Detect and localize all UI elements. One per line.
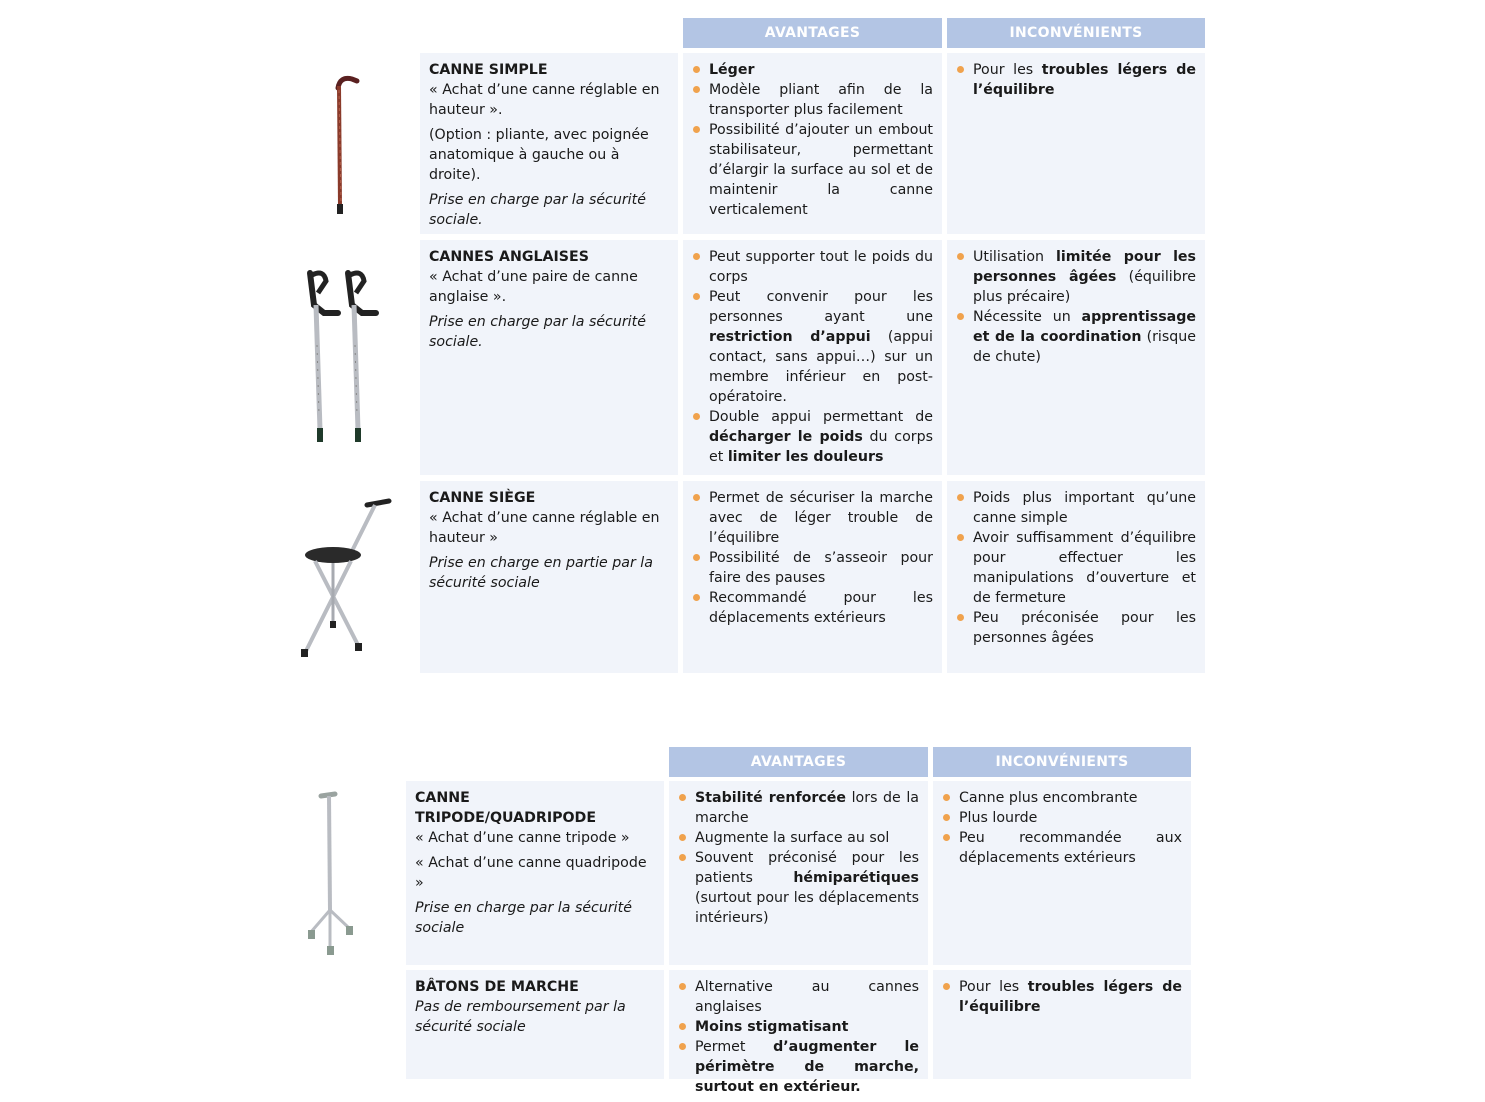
bullet-item: Peu préconisée pour les personnes âgées: [956, 608, 1196, 648]
row-cannes-anglaises-description: [420, 240, 678, 475]
row-title: CANNE SIÈGE: [429, 490, 536, 506]
header-avantages: AVANTAGES: [669, 747, 928, 777]
row-canne-tripode-inconvenients: [933, 781, 1191, 965]
bullet-list: [956, 60, 1196, 100]
bullet-item: Souvent préconisé pour les patients hémiparétiques (surtout pour les déplacements intérieurs): [678, 848, 919, 928]
coverage-text: Pas de remboursement par la sécurité sociale: [415, 999, 626, 1035]
bullet-list: [956, 247, 1196, 367]
bullet-list: [942, 977, 1182, 1017]
bullet-item: Léger: [692, 60, 933, 80]
seat-cane-image: [293, 495, 398, 660]
bullet-item: Canne plus encombrante: [942, 788, 1182, 808]
purchase-text: « Achat d’une paire de canne anglaise ».: [429, 269, 638, 305]
coverage-text: Prise en charge par la sécurité sociale.: [429, 314, 646, 350]
single-cane-image: [320, 70, 370, 220]
row-batons-inconvenients: [933, 970, 1191, 1079]
row-canne-tripode-avantages: [669, 781, 928, 965]
header-avantages: AVANTAGES: [683, 18, 942, 48]
row-cannes-anglaises-avantages: [683, 240, 942, 475]
bullet-item: Stabilité renforcée lors de la marche: [678, 788, 919, 828]
purchase-text: « Achat d’une canne tripode »: [415, 830, 630, 846]
row-title: CANNES ANGLAISES: [429, 249, 589, 265]
row-canne-simple-inconvenients: [947, 53, 1205, 234]
option-text: (Option : pliante, avec poignée anatomique à gauche ou à droite).: [429, 127, 649, 183]
header-inconvenients: INCONVÉNIENTS: [947, 18, 1205, 48]
bullet-item: Nécessite un apprentissage et de la coordination (risque de chute): [956, 307, 1196, 367]
row-canne-tripode-description: [406, 781, 664, 965]
bullet-item: Augmente la surface au sol: [678, 828, 919, 848]
crutches-image: [300, 265, 380, 450]
bullet-item: Permet de sécuriser la marche avec de léger trouble de l’équilibre: [692, 488, 933, 548]
coverage-text: Prise en charge par la sécurité sociale.: [429, 192, 646, 228]
bullet-list: [942, 788, 1182, 868]
row-batons-description: [406, 970, 664, 1079]
bullet-item: Permet d’augmenter le périmètre de marche, surtout en extérieur.: [678, 1037, 919, 1097]
row-canne-simple-description: [420, 53, 678, 234]
bullet-item: Peut supporter tout le poids du corps: [692, 247, 933, 287]
bullet-list: [692, 60, 933, 220]
tripod-cane-image: [303, 790, 358, 960]
bullet-list: [692, 488, 933, 628]
bullet-item: Pour les troubles légers de l’équilibre: [956, 60, 1196, 100]
coverage-text: Prise en charge en partie par la sécurité sociale: [429, 555, 653, 591]
row-title: BÂTONS DE MARCHE: [415, 979, 579, 995]
option-text: « Achat d’une canne quadripode »: [415, 855, 647, 891]
bullet-item: Plus lourde: [942, 808, 1182, 828]
bullet-item: Double appui permettant de décharger le poids du corps et limiter les douleurs: [692, 407, 933, 467]
bullet-item: Peut convenir pour les personnes ayant une restriction d’appui (appui contact, sans appui…) sur un membre inférieur en post-opératoire.: [692, 287, 933, 407]
bullet-item: Recommandé pour les déplacements extérieurs: [692, 588, 933, 628]
bullet-item: Possibilité d’ajouter un embout stabilisateur, permettant d’élargir la surface au sol et de maintenir la canne verticalement: [692, 120, 933, 220]
bullet-item: Avoir suffisamment d’équilibre pour effectuer les manipulations d’ouverture et de fermeture: [956, 528, 1196, 608]
bullet-list: [956, 488, 1196, 648]
bullet-item: Modèle pliant afin de la transporter plus facilement: [692, 80, 933, 120]
row-canne-siege-avantages: [683, 481, 942, 673]
bullet-item: Possibilité de s’asseoir pour faire des pauses: [692, 548, 933, 588]
row-title: CANNE SIMPLE: [429, 62, 548, 78]
row-canne-siege-inconvenients: [947, 481, 1205, 673]
purchase-text: « Achat d’une canne réglable en hauteur »: [429, 510, 660, 546]
row-title: CANNE TRIPODE/QUADRIPODE: [415, 790, 597, 826]
row-canne-siege-description: [420, 481, 678, 673]
bullet-item: Pour les troubles légers de l’équilibre: [942, 977, 1182, 1017]
row-cannes-anglaises-inconvenients: [947, 240, 1205, 475]
purchase-text: « Achat d’une canne réglable en hauteur ».: [429, 82, 660, 118]
row-canne-simple-avantages: [683, 53, 942, 234]
row-batons-avantages: [669, 970, 928, 1095]
bullet-item: Alternative au cannes anglaises: [678, 977, 919, 1017]
bullet-list: [692, 247, 933, 467]
bullet-list: [678, 977, 919, 1097]
bullet-item: Peu recommandée aux déplacements extérieurs: [942, 828, 1182, 868]
bullet-item: Poids plus important qu’une canne simple: [956, 488, 1196, 528]
coverage-text: Prise en charge par la sécurité sociale: [415, 900, 632, 936]
bullet-item: Moins stigmatisant: [678, 1017, 919, 1037]
bullet-item: Utilisation limitée pour les personnes âgées (équilibre plus précaire): [956, 247, 1196, 307]
bullet-list: [678, 788, 919, 928]
header-inconvenients: INCONVÉNIENTS: [933, 747, 1191, 777]
